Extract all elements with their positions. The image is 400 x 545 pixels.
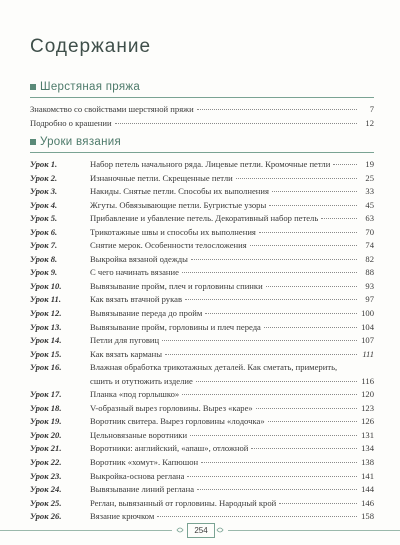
- section-rule: [30, 152, 374, 153]
- toc-entry: [30, 103, 374, 117]
- page-title: Содержание: [30, 36, 152, 57]
- page-ref: 7: [369, 104, 374, 114]
- page-ref: 146: [361, 497, 374, 508]
- toc-entry: [30, 158, 374, 172]
- toc-entry: [30, 321, 374, 335]
- dot-leader: [191, 259, 357, 260]
- lesson-number: Урок 23.: [30, 470, 62, 481]
- lesson-number: Урок 26.: [30, 511, 62, 522]
- lesson-number: Урок 15.: [30, 348, 62, 359]
- lesson-number: Урок 3.: [30, 186, 58, 197]
- dot-leader: [333, 164, 357, 165]
- page-ref: 88: [365, 267, 374, 278]
- entry-title: Жгуты. Обвязывающие петли. Бугристые узоры: [90, 199, 267, 210]
- toc-entry: [30, 497, 374, 511]
- entry-title: Воротники: английский, «апаш», отложной: [90, 443, 249, 454]
- page-ref: 144: [361, 484, 374, 495]
- page-ref: 82: [365, 253, 374, 264]
- entry-title: Подробно о крашении: [30, 117, 112, 128]
- toc-entry: [30, 212, 374, 226]
- lesson-number: Урок 12.: [30, 308, 62, 319]
- entry-title: Набор петель начального ряда. Лицевые петли. Кромочные петли: [90, 159, 331, 169]
- dot-leader: [259, 232, 357, 233]
- entry-title: Воротник свитера. Вырез горловины «лодочка»: [90, 416, 265, 427]
- entry-title: Как вязать втачной рукав: [90, 294, 183, 305]
- section-knitting-lessons: [30, 135, 374, 524]
- entry-title: Вязание крючком: [90, 511, 155, 522]
- page-ref: 12: [365, 117, 374, 128]
- dot-leader: [251, 448, 357, 449]
- page-ref: 126: [361, 416, 374, 427]
- page-ref: 100: [361, 308, 374, 319]
- page-ref: 131: [361, 429, 374, 440]
- entry-title: Вывязывание переда до пройм: [90, 308, 203, 319]
- section-title: Уроки вязания: [40, 136, 122, 148]
- toc-entry: [30, 239, 374, 253]
- toc-entry: [30, 429, 374, 443]
- entry-title: Прибавление и убавление петель. Декоративный набор петель: [90, 213, 319, 224]
- toc-entry: [30, 185, 374, 199]
- page-ref: 123: [361, 402, 374, 413]
- lesson-number: Урок 13.: [30, 321, 62, 332]
- page-ref: 19: [365, 159, 374, 169]
- lesson-number: Урок 24.: [30, 484, 62, 495]
- entry-title: V-образный вырез горловины. Вырез «каре»: [90, 402, 253, 413]
- dot-leader: [321, 218, 357, 219]
- dot-leader: [205, 313, 357, 314]
- entry-title: сшить и отутюжить изделие: [90, 375, 193, 386]
- lesson-number: Урок 8.: [30, 253, 58, 264]
- entry-title: Реглан, вывязанный от горловины. Народный крой: [90, 497, 277, 508]
- toc-entry: [30, 361, 374, 375]
- toc-entry: [30, 266, 374, 280]
- page-footer: [0, 523, 400, 537]
- leaf-ornament-icon: [176, 526, 184, 534]
- toc-entry: [30, 375, 374, 389]
- toc-entry: [30, 415, 374, 429]
- entry-title: Петли для пуговиц: [90, 335, 160, 346]
- entry-title: Вывязывание пройм, горловины и плеч переда: [90, 321, 261, 332]
- dot-leader: [264, 327, 357, 328]
- toc-entry: [30, 117, 374, 131]
- dot-leader: [187, 476, 357, 477]
- entry-title: Снятие мерок. Особенности телосложения: [90, 240, 247, 251]
- footer-rule-right: [228, 530, 400, 531]
- page-ref: 111: [362, 348, 374, 359]
- entry-title: Вывязывание линий реглана: [90, 484, 195, 495]
- footer-rule-left: [0, 530, 172, 531]
- dot-leader: [256, 408, 357, 409]
- page-ref: 25: [365, 172, 374, 183]
- section-rule: [30, 97, 374, 98]
- page-ref: 104: [361, 321, 374, 332]
- section-wool-yarn: [30, 80, 374, 130]
- dot-leader: [201, 462, 357, 463]
- toc-entry: [30, 334, 374, 348]
- lesson-number: Урок 22.: [30, 457, 62, 468]
- toc-entry: [30, 172, 374, 186]
- page-ref: 70: [365, 226, 374, 237]
- dot-leader: [196, 381, 357, 382]
- page-ref: 74: [365, 240, 374, 251]
- dot-leader: [162, 340, 357, 341]
- square-bullet-icon: [30, 139, 36, 145]
- page-ref: 33: [365, 186, 374, 197]
- entry-title: Трикотажные швы и способы их выполнения: [90, 226, 256, 237]
- entry-title: Планка «под горлышко»: [90, 389, 180, 400]
- toc-entry: [30, 442, 374, 456]
- section-heading: [30, 135, 374, 149]
- section-title: Шерстяная пряжа: [40, 81, 141, 93]
- entry-title: Цельновязаные воротники: [90, 429, 188, 440]
- toc-entry: [30, 470, 374, 484]
- toc-entry: [30, 199, 374, 213]
- toc-entry: [30, 307, 374, 321]
- square-bullet-icon: [30, 84, 36, 90]
- toc-entry: [30, 253, 374, 267]
- toc-entry: [30, 226, 374, 240]
- dot-leader: [268, 421, 357, 422]
- lesson-number: Урок 6.: [30, 226, 58, 237]
- page-number: 254: [187, 523, 215, 538]
- toc-entry: [30, 293, 374, 307]
- dot-leader: [157, 516, 357, 517]
- entry-title: Как вязать карманы: [90, 348, 163, 359]
- page-ref: 63: [365, 213, 374, 224]
- dot-leader: [185, 299, 357, 300]
- page-ref: 158: [361, 511, 374, 522]
- entry-title: С чего начинать вязание: [90, 267, 179, 278]
- dot-leader: [279, 503, 357, 504]
- dot-leader: [182, 272, 357, 273]
- lesson-number: Урок 14.: [30, 335, 62, 346]
- page-ref: 107: [361, 335, 374, 346]
- page-ref: 138: [361, 457, 374, 468]
- toc-entry: [30, 348, 374, 362]
- lesson-number: Урок 7.: [30, 240, 58, 251]
- page-ref: 93: [365, 280, 374, 291]
- lesson-number: Урок 25.: [30, 497, 62, 508]
- toc-list: [30, 103, 374, 130]
- entry-title: Выкройка вязаной одежды: [90, 253, 188, 264]
- page-ref: 116: [361, 375, 374, 386]
- entry-title: Влажная обработка трикотажных деталей. Как сметать, примерить,: [90, 362, 338, 373]
- lesson-number: Урок 2.: [30, 172, 58, 183]
- lesson-number: Урок 9.: [30, 267, 58, 278]
- page-ref: 45: [365, 199, 374, 210]
- toc-entry: [30, 483, 374, 497]
- lesson-number: Урок 4.: [30, 199, 58, 210]
- toc-entry: [30, 388, 374, 402]
- lesson-number: Урок 10.: [30, 280, 62, 291]
- toc-list: [30, 158, 374, 524]
- dot-leader: [182, 394, 357, 395]
- lesson-number: Урок 1.: [30, 159, 58, 169]
- lesson-number: Урок 20.: [30, 429, 62, 440]
- dot-leader: [272, 191, 357, 192]
- lesson-number: Урок 11.: [30, 294, 62, 305]
- toc-entry: [30, 402, 374, 416]
- dot-leader: [269, 205, 357, 206]
- lesson-number: Урок 5.: [30, 213, 58, 224]
- entry-title: Вывязывание пройм, плеч и горловины спинки: [90, 280, 263, 291]
- dot-leader: [266, 286, 357, 287]
- dot-leader: [250, 245, 357, 246]
- page-ref: 120: [361, 389, 374, 400]
- toc-entry: [30, 280, 374, 294]
- page-ref: 134: [361, 443, 374, 454]
- page-ref: 141: [361, 470, 374, 481]
- entry-title: Выкройка-основа реглана: [90, 470, 185, 481]
- lesson-number: Урок 18.: [30, 402, 62, 413]
- toc-entry: [30, 456, 374, 470]
- dot-leader: [190, 435, 357, 436]
- entry-title: Воротник «хомут». Капюшон: [90, 457, 199, 468]
- dot-leader: [165, 354, 357, 355]
- lesson-number: Урок 21.: [30, 443, 62, 454]
- lesson-number: Урок 16.: [30, 362, 62, 373]
- dot-leader: [115, 123, 357, 124]
- dot-leader: [236, 178, 357, 179]
- entry-title: Накиды. Снятые петли. Способы их выполнения: [90, 186, 269, 197]
- page-ref: 97: [365, 294, 374, 305]
- section-heading: [30, 80, 374, 94]
- lesson-number: Урок 19.: [30, 416, 62, 427]
- dot-leader: [197, 489, 357, 490]
- entry-title: Изнаночные петли. Скрещенные петли: [90, 172, 233, 183]
- dot-leader: [197, 109, 357, 110]
- leaf-ornament-icon: [216, 526, 224, 534]
- toc-entry: [30, 510, 374, 524]
- entry-title: Знакомство со свойствами шерстяной пряжи: [30, 104, 194, 114]
- lesson-number: Урок 17.: [30, 389, 62, 400]
